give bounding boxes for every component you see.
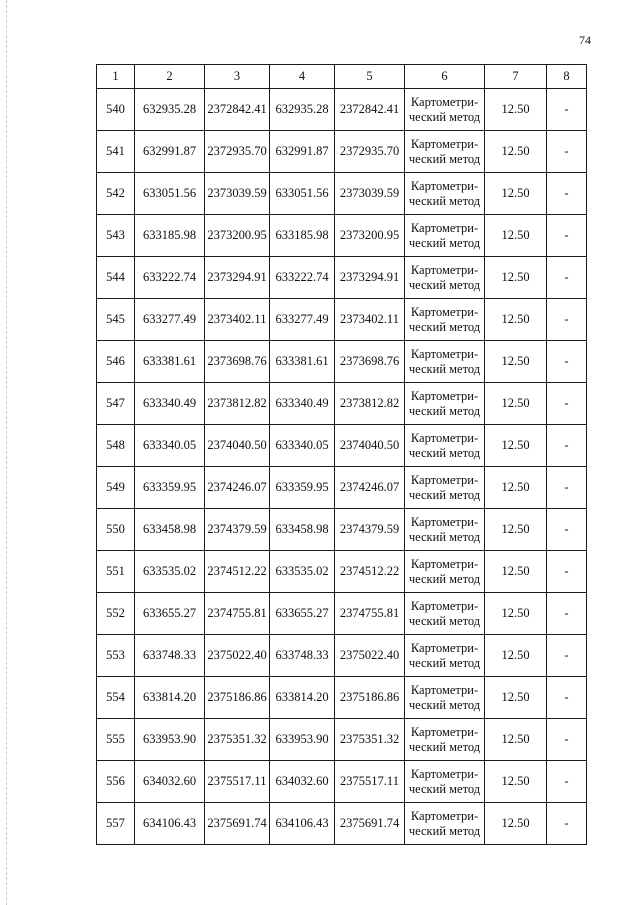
y-coordinate-cell: 2375691.74 [205, 803, 270, 845]
table-row [97, 383, 587, 425]
x-coordinate-cell: 632991.87 [135, 131, 205, 173]
method-line: ческий метод [408, 571, 481, 586]
point-number-cell: 544 [97, 257, 135, 299]
x-coordinate-cell: 633655.27 [135, 593, 205, 635]
x-coordinate-cell: 633535.02 [135, 551, 205, 593]
point-number-cell: 557 [97, 803, 135, 845]
accuracy-cell: 12.50 [485, 551, 547, 593]
note-cell: - [547, 467, 587, 509]
y-coordinate-cell: 2375351.32 [335, 719, 405, 761]
accuracy-cell: 12.50 [485, 593, 547, 635]
method-cell [405, 509, 485, 551]
x-coordinate-cell: 633381.61 [270, 341, 335, 383]
table-row [97, 425, 587, 467]
point-number-cell: 547 [97, 383, 135, 425]
x-coordinate-cell: 633458.98 [135, 509, 205, 551]
column-header: 1 [97, 65, 135, 89]
table-row [97, 803, 587, 845]
y-coordinate-cell: 2373402.11 [205, 299, 270, 341]
x-coordinate-cell: 633051.56 [270, 173, 335, 215]
y-coordinate-cell: 2373812.82 [335, 383, 405, 425]
column-header: 2 [135, 65, 205, 89]
note-cell: - [547, 425, 587, 467]
table-row [97, 299, 587, 341]
x-coordinate-cell: 633277.49 [270, 299, 335, 341]
x-coordinate-cell: 633953.90 [270, 719, 335, 761]
point-number-cell: 548 [97, 425, 135, 467]
method-cell [405, 761, 485, 803]
method-line: Картометри- [410, 556, 479, 571]
x-coordinate-cell: 633458.98 [270, 509, 335, 551]
scan-edge-line [0, 0, 7, 905]
y-coordinate-cell: 2373812.82 [205, 383, 270, 425]
y-coordinate-cell: 2373294.91 [205, 257, 270, 299]
table-row [97, 341, 587, 383]
y-coordinate-cell: 2375022.40 [205, 635, 270, 677]
method-line: Картометри- [410, 430, 479, 445]
method-line: Картометри- [410, 598, 479, 613]
point-number-cell: 554 [97, 677, 135, 719]
y-coordinate-cell: 2375691.74 [335, 803, 405, 845]
accuracy-cell: 12.50 [485, 341, 547, 383]
method-line: ческий метод [408, 697, 481, 712]
y-coordinate-cell: 2374755.81 [205, 593, 270, 635]
method-cell [405, 131, 485, 173]
method-line: ческий метод [408, 655, 481, 670]
method-line: ческий метод [408, 823, 481, 838]
note-cell: - [547, 341, 587, 383]
accuracy-cell: 12.50 [485, 719, 547, 761]
x-coordinate-cell: 633185.98 [135, 215, 205, 257]
x-coordinate-cell: 633535.02 [270, 551, 335, 593]
method-line: ческий метод [408, 739, 481, 754]
y-coordinate-cell: 2375186.86 [335, 677, 405, 719]
y-coordinate-cell: 2374379.59 [205, 509, 270, 551]
method-line: ческий метод [408, 487, 481, 502]
method-line: ческий метод [408, 403, 481, 418]
method-line: Картометри- [410, 766, 479, 781]
column-header: 5 [335, 65, 405, 89]
accuracy-cell: 12.50 [485, 635, 547, 677]
y-coordinate-cell: 2373294.91 [335, 257, 405, 299]
accuracy-cell: 12.50 [485, 677, 547, 719]
method-cell [405, 257, 485, 299]
method-line: ческий метод [408, 151, 481, 166]
note-cell: - [547, 299, 587, 341]
table-row [97, 509, 587, 551]
note-cell: - [547, 257, 587, 299]
note-cell: - [547, 761, 587, 803]
page-number: 74 [579, 33, 591, 47]
x-coordinate-cell: 632935.28 [135, 89, 205, 131]
y-coordinate-cell: 2375517.11 [205, 761, 270, 803]
point-number-cell: 543 [97, 215, 135, 257]
note-cell: - [547, 719, 587, 761]
method-line: Картометри- [410, 220, 479, 235]
method-line: Картометри- [410, 472, 479, 487]
point-number-cell: 541 [97, 131, 135, 173]
y-coordinate-cell: 2374379.59 [335, 509, 405, 551]
point-number-cell: 542 [97, 173, 135, 215]
note-cell: - [547, 215, 587, 257]
method-cell [405, 467, 485, 509]
point-number-cell: 553 [97, 635, 135, 677]
x-coordinate-cell: 633340.49 [135, 383, 205, 425]
point-number-cell: 551 [97, 551, 135, 593]
point-number-cell: 545 [97, 299, 135, 341]
y-coordinate-cell: 2375186.86 [205, 677, 270, 719]
table-row [97, 257, 587, 299]
method-line: ческий метод [408, 235, 481, 250]
method-line: ческий метод [408, 193, 481, 208]
method-cell [405, 635, 485, 677]
method-cell [405, 803, 485, 845]
method-cell [405, 425, 485, 467]
y-coordinate-cell: 2373200.95 [335, 215, 405, 257]
method-line: ческий метод [408, 109, 481, 124]
note-cell: - [547, 635, 587, 677]
method-cell [405, 299, 485, 341]
point-number-cell: 546 [97, 341, 135, 383]
x-coordinate-cell: 633748.33 [135, 635, 205, 677]
y-coordinate-cell: 2374246.07 [335, 467, 405, 509]
table-row [97, 593, 587, 635]
note-cell: - [547, 131, 587, 173]
y-coordinate-cell: 2373039.59 [205, 173, 270, 215]
accuracy-cell: 12.50 [485, 467, 547, 509]
table-row [97, 635, 587, 677]
method-line: Картометри- [410, 514, 479, 529]
method-line: ческий метод [408, 613, 481, 628]
x-coordinate-cell: 634032.60 [135, 761, 205, 803]
x-coordinate-cell: 633340.05 [135, 425, 205, 467]
method-cell [405, 215, 485, 257]
x-coordinate-cell: 632991.87 [270, 131, 335, 173]
x-coordinate-cell: 633222.74 [135, 257, 205, 299]
note-cell: - [547, 173, 587, 215]
y-coordinate-cell: 2373698.76 [205, 341, 270, 383]
x-coordinate-cell: 634032.60 [270, 761, 335, 803]
method-line: ческий метод [408, 781, 481, 796]
table-row [97, 551, 587, 593]
y-coordinate-cell: 2374246.07 [205, 467, 270, 509]
table-row [97, 173, 587, 215]
point-number-cell: 549 [97, 467, 135, 509]
x-coordinate-cell: 634106.43 [135, 803, 205, 845]
method-line: Картометри- [410, 682, 479, 697]
accuracy-cell: 12.50 [485, 173, 547, 215]
x-coordinate-cell: 633340.49 [270, 383, 335, 425]
note-cell: - [547, 803, 587, 845]
method-line: ческий метод [408, 319, 481, 334]
y-coordinate-cell: 2372842.41 [335, 89, 405, 131]
method-line: Картометри- [410, 724, 479, 739]
column-header: 6 [405, 65, 485, 89]
x-coordinate-cell: 633277.49 [135, 299, 205, 341]
method-cell [405, 89, 485, 131]
x-coordinate-cell: 633359.95 [135, 467, 205, 509]
accuracy-cell: 12.50 [485, 803, 547, 845]
y-coordinate-cell: 2375022.40 [335, 635, 405, 677]
x-coordinate-cell: 633814.20 [135, 677, 205, 719]
table-row [97, 719, 587, 761]
column-header: 8 [547, 65, 587, 89]
table-row [97, 131, 587, 173]
table-row [97, 677, 587, 719]
x-coordinate-cell: 632935.28 [270, 89, 335, 131]
method-line: Картометри- [410, 388, 479, 403]
y-coordinate-cell: 2372842.41 [205, 89, 270, 131]
accuracy-cell: 12.50 [485, 761, 547, 803]
y-coordinate-cell: 2374512.22 [335, 551, 405, 593]
y-coordinate-cell: 2375517.11 [335, 761, 405, 803]
method-line: Картометри- [410, 808, 479, 823]
table-row [97, 89, 587, 131]
coordinates-table [96, 64, 587, 845]
x-coordinate-cell: 634106.43 [270, 803, 335, 845]
method-cell [405, 383, 485, 425]
x-coordinate-cell: 633655.27 [270, 593, 335, 635]
accuracy-cell: 12.50 [485, 299, 547, 341]
note-cell: - [547, 551, 587, 593]
x-coordinate-cell: 633381.61 [135, 341, 205, 383]
accuracy-cell: 12.50 [485, 131, 547, 173]
header-row [97, 65, 587, 89]
point-number-cell: 555 [97, 719, 135, 761]
point-number-cell: 556 [97, 761, 135, 803]
table-row [97, 761, 587, 803]
accuracy-cell: 12.50 [485, 425, 547, 467]
y-coordinate-cell: 2374512.22 [205, 551, 270, 593]
method-line: ческий метод [408, 445, 481, 460]
y-coordinate-cell: 2372935.70 [205, 131, 270, 173]
x-coordinate-cell: 633051.56 [135, 173, 205, 215]
note-cell: - [547, 677, 587, 719]
x-coordinate-cell: 633185.98 [270, 215, 335, 257]
x-coordinate-cell: 633340.05 [270, 425, 335, 467]
accuracy-cell: 12.50 [485, 257, 547, 299]
column-header: 7 [485, 65, 547, 89]
method-line: ческий метод [408, 529, 481, 544]
method-cell [405, 593, 485, 635]
method-line: Картометри- [410, 640, 479, 655]
method-cell [405, 173, 485, 215]
method-line: ческий метод [408, 277, 481, 292]
point-number-cell: 552 [97, 593, 135, 635]
x-coordinate-cell: 633359.95 [270, 467, 335, 509]
y-coordinate-cell: 2372935.70 [335, 131, 405, 173]
point-number-cell: 550 [97, 509, 135, 551]
method-cell [405, 341, 485, 383]
y-coordinate-cell: 2373402.11 [335, 299, 405, 341]
x-coordinate-cell: 633748.33 [270, 635, 335, 677]
method-line: Картометри- [410, 94, 479, 109]
y-coordinate-cell: 2375351.32 [205, 719, 270, 761]
method-line: Картометри- [410, 136, 479, 151]
method-line: Картометри- [410, 178, 479, 193]
accuracy-cell: 12.50 [485, 215, 547, 257]
table-body [97, 89, 587, 845]
accuracy-cell: 12.50 [485, 89, 547, 131]
method-cell [405, 677, 485, 719]
table-row [97, 215, 587, 257]
method-line: Картометри- [410, 262, 479, 277]
method-line: Картометри- [410, 346, 479, 361]
y-coordinate-cell: 2374040.50 [205, 425, 270, 467]
note-cell: - [547, 509, 587, 551]
y-coordinate-cell: 2374040.50 [335, 425, 405, 467]
y-coordinate-cell: 2373039.59 [335, 173, 405, 215]
x-coordinate-cell: 633953.90 [135, 719, 205, 761]
column-header: 4 [270, 65, 335, 89]
method-cell [405, 551, 485, 593]
accuracy-cell: 12.50 [485, 509, 547, 551]
y-coordinate-cell: 2373698.76 [335, 341, 405, 383]
note-cell: - [547, 89, 587, 131]
method-cell [405, 719, 485, 761]
note-cell: - [547, 593, 587, 635]
y-coordinate-cell: 2373200.95 [205, 215, 270, 257]
x-coordinate-cell: 633222.74 [270, 257, 335, 299]
method-line: ческий метод [408, 361, 481, 376]
table-row [97, 467, 587, 509]
note-cell: - [547, 383, 587, 425]
method-line: Картометри- [410, 304, 479, 319]
point-number-cell: 540 [97, 89, 135, 131]
column-header: 3 [205, 65, 270, 89]
x-coordinate-cell: 633814.20 [270, 677, 335, 719]
y-coordinate-cell: 2374755.81 [335, 593, 405, 635]
accuracy-cell: 12.50 [485, 383, 547, 425]
